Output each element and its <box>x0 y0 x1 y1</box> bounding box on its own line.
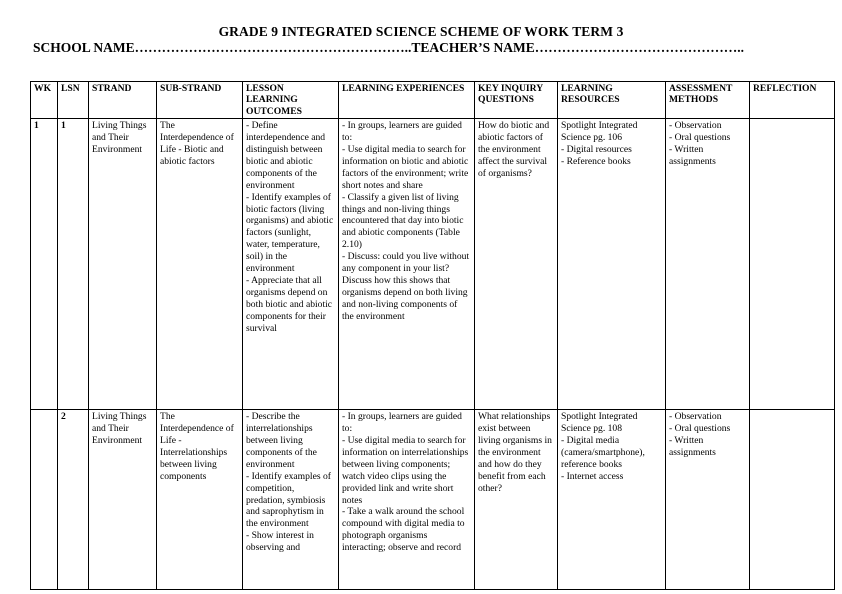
document-title: GRADE 9 INTEGRATED SCIENCE SCHEME OF WORK TERM 3 <box>218 24 624 39</box>
cell-reflection <box>750 119 835 410</box>
cell-strand: Living Things and Their Environment <box>89 410 157 590</box>
cell-line: - Identify examples of biotic factors (living organisms) and abiotic factors (sunlight, water, temperature, soil) in the environment <box>246 191 334 275</box>
cell-assessment <box>666 410 750 590</box>
cell-line: - Reference books <box>561 155 631 167</box>
table-row <box>31 410 835 590</box>
cell-sub-strand: The Interdependence of Life - Biotic and abiotic factors <box>157 119 243 410</box>
cell-line: - In groups, learners are guided to: <box>342 120 462 144</box>
scheme-of-work-table <box>30 81 835 590</box>
cell-assessment <box>666 119 750 410</box>
table-header-row <box>31 82 835 119</box>
col-header-outcomes: LESSON LEARNING OUTCOMES <box>243 82 339 119</box>
col-header-assessment: ASSESSMENT METHODS <box>666 82 750 119</box>
cell-line: - Classify a given list of living things and non-living things encountered that day into biotic and abiotic components (Table 2.10) <box>342 191 464 251</box>
table-row <box>31 119 835 410</box>
cell-line: - Written assignments <box>669 144 716 167</box>
cell-line: - Take a walk around the school compound with digital media to photograph organisms interacting; observe and record <box>342 506 465 554</box>
col-header-strand: STRAND <box>89 82 157 119</box>
cell-line: - Identify examples of competition, predation, symbiosis and saprophytism in the environment <box>246 470 331 530</box>
cell-line: - Digital resources <box>561 144 632 156</box>
cell-line: - Define interdependence and distinguish between biotic and abiotic components of the environment <box>246 120 326 191</box>
cell-lsn: 2 <box>58 410 89 590</box>
cell-questions: How do biotic and abiotic factors of the environment affect the survival of organisms? <box>475 119 558 410</box>
col-header-lsn: LSN <box>58 82 89 119</box>
cell-experiences <box>339 119 475 410</box>
cell-sub-strand: The Interdependence of Life - Interrelationships between living components <box>157 410 243 590</box>
col-header-wk: WK <box>31 82 58 119</box>
cell-experiences <box>339 410 475 590</box>
cell-line: - Discuss: could you live without any component in your list? Discuss how this shows that organisms depend on both living and non-living components of the environment <box>342 251 470 322</box>
cell-outcomes <box>243 410 339 590</box>
cell-line: - Use digital media to search for information on interrelationships between living components; watch video clips using the provided link and write short notes <box>342 435 469 506</box>
col-header-experiences: LEARNING EXPERIENCES <box>339 82 475 119</box>
cell-line: - Use digital media to search for information on biotic and abiotic factors of the environment; write short notes and share <box>342 144 469 191</box>
cell-line: - Observation <box>669 120 722 132</box>
cell-line: - Oral questions <box>669 132 731 144</box>
col-header-resources: LEARNING RESOURCES <box>558 82 666 119</box>
col-header-questions: KEY INQUIRY QUESTIONS <box>475 82 558 119</box>
cell-line: Spotlight Integrated Science pg. 108 <box>561 411 638 435</box>
cell-line: - Observation <box>669 411 722 423</box>
cell-line: Spotlight Integrated Science pg. 106 <box>561 120 638 144</box>
cell-line: - Describe the interrelationships between living components of the environment <box>246 411 317 470</box>
cell-reflection <box>750 410 835 590</box>
school-teacher-name-line: SCHOOL NAME……………………………………………………..TEACHER’S NAME……………………………………….. <box>33 40 745 55</box>
cell-resources <box>558 119 666 410</box>
cell-line: - Digital media (camera/smartphone), reference books <box>561 435 645 470</box>
col-header-sub-strand: SUB-STRAND <box>157 82 243 119</box>
cell-line: - Appreciate that all organisms depend on both biotic and abiotic components for their survival <box>246 275 333 334</box>
cell-line: - Oral questions <box>669 423 731 435</box>
cell-outcomes <box>243 119 339 410</box>
cell-wk <box>31 410 58 590</box>
cell-wk: 1 <box>31 119 58 410</box>
col-header-reflection: REFLECTION <box>750 82 835 119</box>
cell-line: - In groups, learners are guided to: <box>342 411 462 435</box>
cell-questions: What relationships exist between living organisms in the environment and how do they benefit from each other? <box>475 410 558 590</box>
cell-line: - Show interest in observing and <box>246 530 314 554</box>
cell-line: - Internet access <box>561 470 624 482</box>
cell-lsn: 1 <box>58 119 89 410</box>
cell-resources <box>558 410 666 590</box>
cell-strand: Living Things and Their Environment <box>89 119 157 410</box>
cell-line: - Written assignments <box>669 435 716 458</box>
